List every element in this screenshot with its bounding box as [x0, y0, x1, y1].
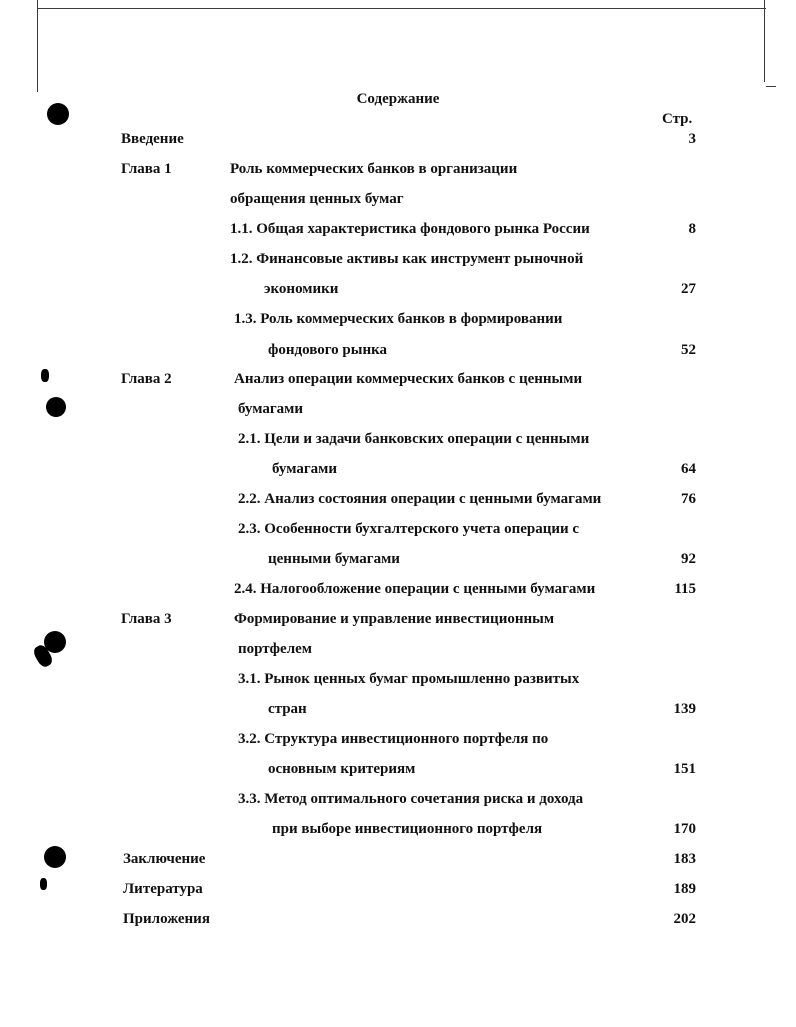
section-page: 8	[688, 221, 696, 237]
back-matter-label: Приложения	[123, 911, 210, 927]
section-line: 2.2. Анализ состояния операции с ценными бумагами	[238, 491, 602, 507]
binder-hole	[40, 878, 47, 890]
section-page: 76	[681, 491, 696, 507]
section-line: основным критериям	[268, 761, 416, 777]
section-page: 115	[674, 581, 696, 597]
section-line: 2.3. Особенности бухгалтерского учета операции с	[238, 521, 580, 537]
binder-hole	[41, 369, 49, 382]
back-matter-page: 189	[673, 881, 696, 897]
chapter-title-line: портфелем	[238, 641, 312, 657]
back-matter-label: Заключение	[123, 851, 206, 867]
section-line: 3.1. Рынок ценных бумаг промышленно развитых	[238, 671, 580, 687]
chapter-title-line: Анализ операции коммерческих банков с ценными	[234, 371, 583, 387]
section-line: 2.1. Цели и задачи банковских операции с ценными	[238, 431, 590, 447]
binder-hole	[44, 846, 66, 868]
scan-border-right	[764, 0, 765, 82]
section-line: 3.2. Структура инвестиционного портфеля по	[238, 731, 549, 747]
scan-border-corner	[766, 86, 776, 87]
back-matter-page: 202	[673, 911, 696, 927]
page-column-label: Стр.	[662, 111, 693, 127]
toc-intro-label: Введение	[121, 131, 184, 147]
chapter-label: Глава 1	[121, 161, 172, 177]
chapter-label: Глава 2	[121, 371, 172, 387]
section-line: экономики	[264, 281, 339, 297]
section-line: фондового рынка	[268, 342, 388, 358]
section-page: 151	[673, 761, 696, 777]
section-page: 52	[681, 342, 696, 358]
back-matter-page: 183	[673, 851, 696, 867]
scan-border-top	[38, 8, 766, 9]
chapter-title-line: бумагами	[238, 401, 304, 417]
section-line: 1.3. Роль коммерческих банков в формировании	[234, 311, 563, 327]
toc-title: Содержание	[356, 91, 440, 107]
section-page: 139	[673, 701, 696, 717]
chapter-title-line: Роль коммерческих банков в организации	[230, 161, 518, 177]
section-page: 92	[681, 551, 696, 567]
chapter-title-line: обращения ценных бумаг	[230, 191, 404, 207]
section-line: 3.3. Метод оптимального сочетания риска и дохода	[238, 791, 584, 807]
section-line: 1.1. Общая характеристика фондового рынка России	[230, 221, 590, 237]
section-line: 1.2. Финансовые активы как инструмент рыночной	[230, 251, 584, 267]
back-matter-label: Литература	[123, 881, 203, 897]
chapter-title-line: Формирование и управление инвестиционным	[234, 611, 555, 627]
chapter-label: Глава 3	[121, 611, 172, 627]
section-line: при выборе инвестиционного портфеля	[272, 821, 543, 837]
binder-hole	[46, 397, 66, 417]
toc-intro-page: 3	[688, 131, 696, 147]
section-line: 2.4. Налогообложение операции с ценными бумагами	[234, 581, 596, 597]
section-page: 170	[673, 821, 696, 837]
section-line: ценными бумагами	[268, 551, 400, 567]
section-line: бумагами	[272, 461, 338, 477]
section-line: стран	[268, 701, 307, 717]
section-page: 27	[681, 281, 696, 297]
scan-border-left	[37, 0, 38, 92]
section-page: 64	[681, 461, 696, 477]
